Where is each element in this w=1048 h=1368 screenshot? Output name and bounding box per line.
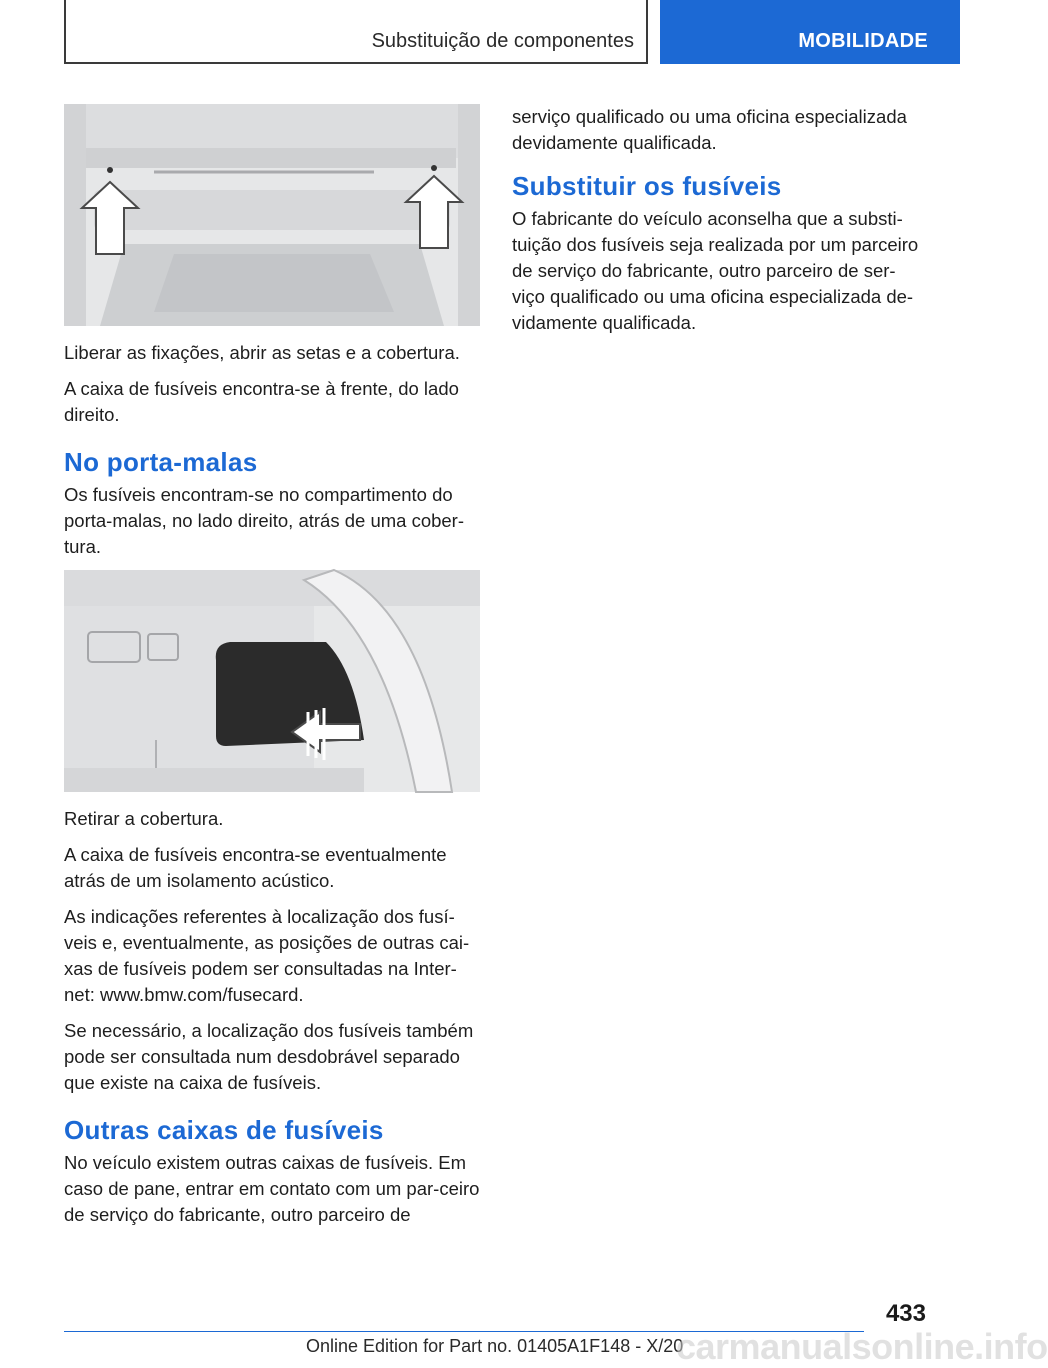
header-title: Substituição de componentes — [371, 30, 634, 52]
paragraph-replace-fuses: O fabricante do veículo aconselha que a substi-tuição dos fusíveis seja realizada por um parceiro de serviço do fabricante, outro parceiro de ser-viço qualificado ou uma oficina especializada de-vidamente qualificada. — [512, 208, 919, 333]
paragraph-leaflet: Se necessário, a localização dos fusíveis também pode ser consultada num desdobrável separado que existe na caixa de fusíveis. — [64, 1020, 474, 1093]
paragraph-acoustic-insulation: A caixa de fusíveis encontra-se eventualmente atrás de um isolamento acústico. — [64, 844, 447, 891]
caption-remove-cover: Retirar a cobertura. — [64, 808, 224, 829]
header-left-box — [64, 0, 648, 64]
right-column — [512, 104, 928, 346]
footer-edition: Online Edition for Part no. 01405A1F148 - X/20 — [306, 1336, 684, 1356]
heading-trunk: No porta-malas — [64, 447, 258, 477]
paragraph-front-location: A caixa de fusíveis encontra-se à frente, do lado direito. — [64, 378, 459, 425]
paragraph-fusecard-link: As indicações referentes à localização dos fusí-veis e, eventualmente, as posições de outras cai-xas de fusíveis podem ser consultadas na Inter-net: www.bmw.com/fusecard. — [64, 906, 470, 1005]
heading-other-fuse-boxes: Outras caixas de fusíveis — [64, 1115, 384, 1145]
paragraph-other-fuse-boxes: No veículo existem outras caixas de fusíveis. Em caso de pane, entrar em contato com um par-ceiro de serviço do fabricante, outro parceiro de — [64, 1152, 480, 1225]
header-section-tab — [660, 0, 960, 64]
caption-release-fixings: Liberar as fixações, abrir as setas e a cobertura. — [64, 342, 460, 363]
watermark: carmanualsonline.info — [676, 1326, 1048, 1367]
paragraph-continued: serviço qualificado ou uma oficina especializada devidamente qualificada. — [512, 106, 907, 153]
trunk-fuse-cover-illustration — [64, 570, 480, 792]
header-section-label: MOBILIDADE — [798, 30, 928, 52]
trunk-cover-illustration — [64, 104, 480, 326]
page-number: 433 — [885, 1300, 926, 1327]
paragraph-trunk-location: Os fusíveis encontram-se no compartimento do porta-malas, no lado direito, atrás de uma cober-tura. — [64, 484, 465, 557]
heading-replace-fuses: Substituir os fusíveis — [512, 171, 782, 201]
left-column — [64, 104, 480, 1238]
